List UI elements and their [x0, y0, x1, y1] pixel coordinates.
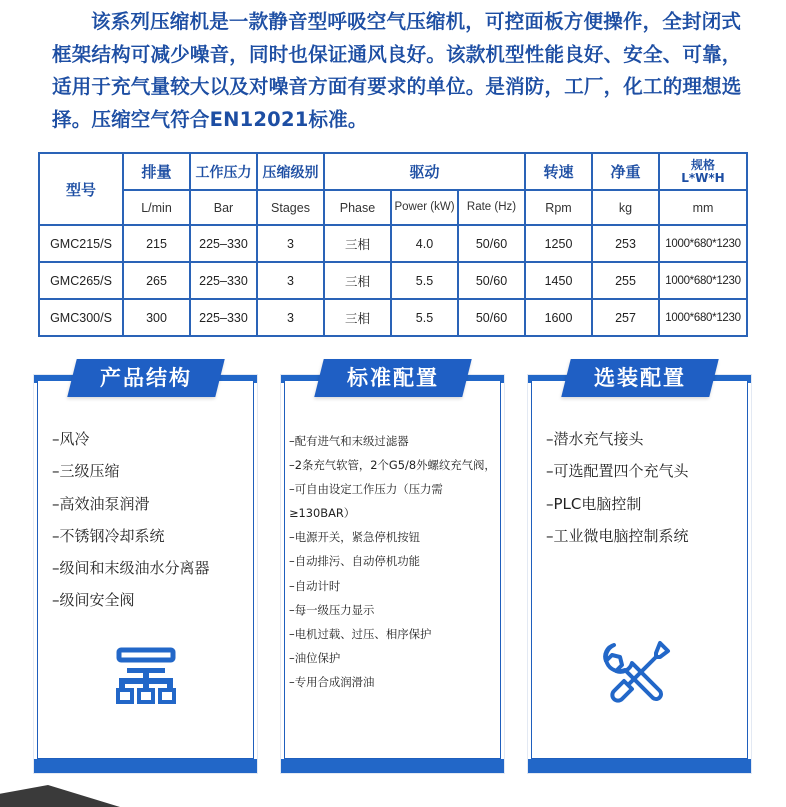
- structure-list: [52, 423, 210, 617]
- cell-rate: 50/60: [458, 299, 525, 336]
- panel-footer-bar: [34, 759, 257, 773]
- unit-stages: Stages: [257, 190, 324, 225]
- cell-weight: 253: [592, 225, 659, 262]
- intro-paragraph: 该系列压缩机是一款静音型呼吸空气压缩机，可控面板方便操作，全封闭式框架结构可减少噪音，同时也保证通风良好。该款机型性能良好、安全、可靠，适用于充气量较大以及对噪音方面有要求的单位。是消防，工厂，化工的理想选择。压缩空气符合EN12021标准。: [52, 10, 742, 131]
- panel-product-structure: [34, 366, 257, 773]
- list-item: –不锈钢冷却系统: [52, 526, 165, 545]
- list-item: –自动排污、自动停机功能: [289, 554, 420, 569]
- table-unit-row: [39, 190, 747, 225]
- cell-weight: 255: [592, 262, 659, 299]
- list-item: –电源开关，紧急停机按钮: [289, 530, 420, 545]
- cell-flow: 215: [123, 225, 190, 262]
- list-item: –自动计时: [289, 578, 341, 593]
- optional-list: [546, 423, 689, 552]
- list-item: –级间安全阀: [52, 591, 135, 610]
- list-item: –潜水充气接头: [546, 430, 644, 448]
- cell-model: GMC265/S: [39, 262, 123, 299]
- spec-table: [38, 152, 748, 337]
- panel-optional-config: [528, 366, 751, 773]
- header-stages: 压缩级别: [257, 153, 324, 190]
- cell-stages: 3: [257, 262, 324, 299]
- header-weight: 净重: [592, 153, 659, 190]
- unit-pressure: Bar: [190, 190, 257, 225]
- list-item: –工业微电脑控制系统: [546, 526, 689, 545]
- header-pressure: 工作压力: [190, 153, 257, 190]
- cell-speed: 1600: [525, 299, 592, 336]
- wrench-screwdriver-icon: [600, 639, 672, 711]
- standard-list: [289, 429, 499, 694]
- list-item: –高效油泵润滑: [52, 494, 150, 513]
- cell-phase: 三相: [324, 262, 391, 299]
- cell-stages: 3: [257, 299, 324, 336]
- cell-speed: 1250: [525, 225, 592, 262]
- cell-pressure: 225–330: [190, 262, 257, 299]
- panel-title-banner: [561, 359, 718, 397]
- unit-phase: Phase: [324, 190, 391, 225]
- table-row: [39, 262, 747, 299]
- list-item: –风冷: [52, 430, 90, 448]
- panel-standard-config: [281, 366, 504, 773]
- list-item: –每一级压力显示: [289, 602, 375, 617]
- cell-phase: 三相: [324, 299, 391, 336]
- header-model: 型号: [39, 153, 123, 225]
- header-size: [659, 153, 747, 190]
- cell-size: 1000*680*1230: [659, 262, 747, 299]
- table-header-row: [39, 153, 747, 190]
- list-item: –专用合成润滑油: [289, 674, 375, 689]
- unit-rate: Rate (Hz): [458, 190, 525, 225]
- header-flow: 排量: [123, 153, 190, 190]
- cell-weight: 257: [592, 299, 659, 336]
- cell-rate: 50/60: [458, 262, 525, 299]
- table-row: [39, 225, 747, 262]
- panel-title-banner: [314, 359, 471, 397]
- cell-size: 1000*680*1230: [659, 299, 747, 336]
- unit-speed: Rpm: [525, 190, 592, 225]
- cell-power: 5.5: [391, 299, 458, 336]
- list-item: –2条充气软管，2个G5/8外螺纹充气阀，: [289, 458, 496, 473]
- decorative-corner-shape: [0, 785, 120, 807]
- list-item: –级间和末级油水分离器: [52, 559, 210, 578]
- list-item: –电机过载、过压、相序保护: [289, 626, 432, 641]
- header-speed: 转速: [525, 153, 592, 190]
- panel-title: 产品结构: [100, 366, 192, 390]
- header-size-sub: L*W*H: [681, 170, 725, 185]
- unit-size: mm: [659, 190, 747, 225]
- cell-power: 4.0: [391, 225, 458, 262]
- cell-speed: 1450: [525, 262, 592, 299]
- unit-flow: L/min: [123, 190, 190, 225]
- cell-flow: 265: [123, 262, 190, 299]
- panel-title: 标准配置: [347, 366, 439, 390]
- panel-footer-bar: [528, 759, 751, 773]
- list-item: –PLC电脑控制: [546, 494, 642, 513]
- panel-title-banner: [67, 359, 224, 397]
- header-drive: 驱动: [324, 153, 525, 190]
- header-size-label: 规格: [690, 157, 715, 172]
- structure-chart-icon: [116, 647, 176, 705]
- cell-size: 1000*680*1230: [659, 225, 747, 262]
- panel-title: 选装配置: [594, 366, 686, 390]
- cell-stages: 3: [257, 225, 324, 262]
- cell-flow: 300: [123, 299, 190, 336]
- list-item: –可自由设定工作压力（压力需≥130BAR）: [289, 482, 443, 521]
- panel-footer-bar: [281, 759, 504, 773]
- cell-phase: 三相: [324, 225, 391, 262]
- table-row: [39, 299, 747, 336]
- list-item: –可选配置四个充气头: [546, 462, 689, 481]
- cell-model: GMC300/S: [39, 299, 123, 336]
- cell-power: 5.5: [391, 262, 458, 299]
- cell-rate: 50/60: [458, 225, 525, 262]
- cell-model: GMC215/S: [39, 225, 123, 262]
- cell-pressure: 225–330: [190, 299, 257, 336]
- cell-pressure: 225–330: [190, 225, 257, 262]
- list-item: –油位保护: [289, 650, 341, 665]
- list-item: –三级压缩: [52, 462, 120, 481]
- unit-power: Power (kW): [391, 190, 458, 225]
- unit-weight: kg: [592, 190, 659, 225]
- list-item: –配有进气和末级过滤器: [289, 434, 409, 448]
